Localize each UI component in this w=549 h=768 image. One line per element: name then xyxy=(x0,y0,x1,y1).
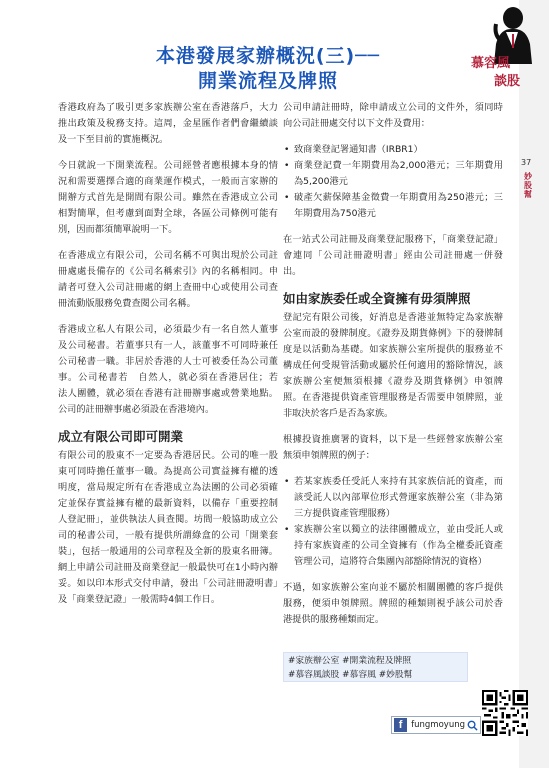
facebook-handle: fungmoyung xyxy=(411,720,465,730)
section-heading: 如由家族委任或全資擁有毋須牌照 xyxy=(283,291,471,306)
left-column xyxy=(58,100,288,618)
list-item: • 商業登記費一年期費用為2,000港元；三年期費用為5,200港元 xyxy=(283,158,503,190)
paragraph: 今日就說一下開業流程。公司經營者應根據本身的情況和需要選擇合適的商業運作模式，一般而言家辦的開辦方式首先是開間有限公司。雖然在香港成立公司相對簡單，但考慮到面對全球，各區公司條例可能有別，因而都須簡單說明一下。 xyxy=(58,160,278,235)
paragraph: 公司申請註冊時，除申請成立公司的文件外，須同時向公司註冊處交付以下文件及費用： xyxy=(283,102,503,129)
article-title xyxy=(88,44,448,94)
section-heading: 成立有限公司即可開業 xyxy=(58,429,184,444)
facebook-search-bar[interactable] xyxy=(391,716,481,734)
hashtag-line: #慕容風談股 #慕容風 #妙股幫 xyxy=(288,670,413,680)
facebook-icon: f xyxy=(394,718,407,732)
hashtag-box xyxy=(283,652,468,682)
search-icon[interactable] xyxy=(465,717,480,733)
title-line-1: 本港發展家辦概況(三)── xyxy=(155,45,381,67)
page-number: 37 xyxy=(521,158,532,167)
side-margin-strip xyxy=(519,0,549,768)
title-line-2: 開業流程及牌照 xyxy=(197,70,338,92)
right-column xyxy=(283,100,503,638)
paragraph: 香港政府為了吸引更多家族辦公室在香港落戶，大力推出政策及稅務支持。這周，金星匯作者們會繼續談及一下至目前的實施概況。 xyxy=(58,102,278,145)
hashtag-line: #家族辦公室 #開業流程及牌照 xyxy=(288,656,412,666)
list-item: • 致商業登記署通知書（IRBR1） xyxy=(283,142,503,158)
section-side-label: 妙股幫 xyxy=(524,172,532,199)
paragraph: 有限公司的股東不一定要為香港居民。公司的唯一股東可同時擔任董事一職。為提高公司實益擁有權的透明度，當局規定所有在香港成立為法團的公司必須確定並保存實益擁有權的最新資料，以備存「重要控制人登記冊」，並供執法人員查閱。坊間一般協助成立公司的秘書公司，一般有提供所謂綠盒的公司「開業套裝」，包括一般通用的公司章程及全新的股東名冊簿。網上申請公司註冊及商業登記一般最快可在1小時內辦妥。如以印本形式交付申請，發出「公司註冊證明書」及「商業登記證」一般需時4個工作日。 xyxy=(58,450,278,605)
list-item: • 家族辦公室以獨立的法律團體成立，並由受託人或持有家族資產的公司全資擁有（作為全權委託資產管理公司，這將符合集團內部豁除情況的資格） xyxy=(283,522,503,570)
paragraph: 登記完有限公司後，好消息是香港並無特定為家族辦公室而設的發牌制度。《證券及期貨條例》下的發牌制度是以活動為基礎。如家族辦公室所提供的服務並不構成任何受規管活動或屬於任何適用的豁除情況，該家族辦公室便無須根據《證券及期貨條例》申領牌照。在香港提供資產管理服務是否需要申領牌照，並非取決於客戶是否為家族。 xyxy=(283,312,503,419)
paragraph: 在一站式公司註冊及商業登記服務下，「商業登記證」會連同「公司註冊證明書」經由公司註冊處一併發出。 xyxy=(283,234,503,277)
list-item: • 破產欠薪保障基金徵費一年期費用為250港元；三年期費用為750港元 xyxy=(283,190,503,222)
paragraph: 不過，如家族辦公室向並不屬於相關團體的客戶提供服務，便須申領牌照。牌照的種類則視乎該公司於香港提供的服務種類而定。 xyxy=(283,582,503,625)
paragraph: 香港成立私人有限公司，必須最少有一名自然人董事及公司秘書。若董事只有一人，該董事不可同時兼任公司秘書一職。非居於香港的人士可被委任為公司董事。公司秘書若 自然人，就必須在香港居住；若 法人團體，就必須在香港有註冊辦事處或營業地點。公司的註冊辦事處必須設在香港境內。 xyxy=(58,324,288,415)
columnist-name: 慕容風 xyxy=(471,56,511,71)
fee-list xyxy=(283,142,503,222)
example-list xyxy=(283,474,503,570)
column-name: 談股 xyxy=(494,74,521,89)
qr-code-icon xyxy=(482,690,528,736)
list-item: • 若某家族委任受託人來持有其家族信託的資產，而該受託人以內部單位形式營運家族辦公室（非為第三方提供資產管理服務） xyxy=(283,474,503,522)
paragraph: 在香港成立有限公司，公司名稱不可與出現於公司註冊處處長備存的《公司名稱索引》內的名稱相同。申請者可登入公司註冊處的網上查冊中心或使用公司查冊流動版服務免費查閱公司名稱。 xyxy=(58,250,278,309)
paragraph: 根據投資推廣署的資料，以下是一些經營家族辦公室無須申領牌照的例子： xyxy=(283,434,503,461)
